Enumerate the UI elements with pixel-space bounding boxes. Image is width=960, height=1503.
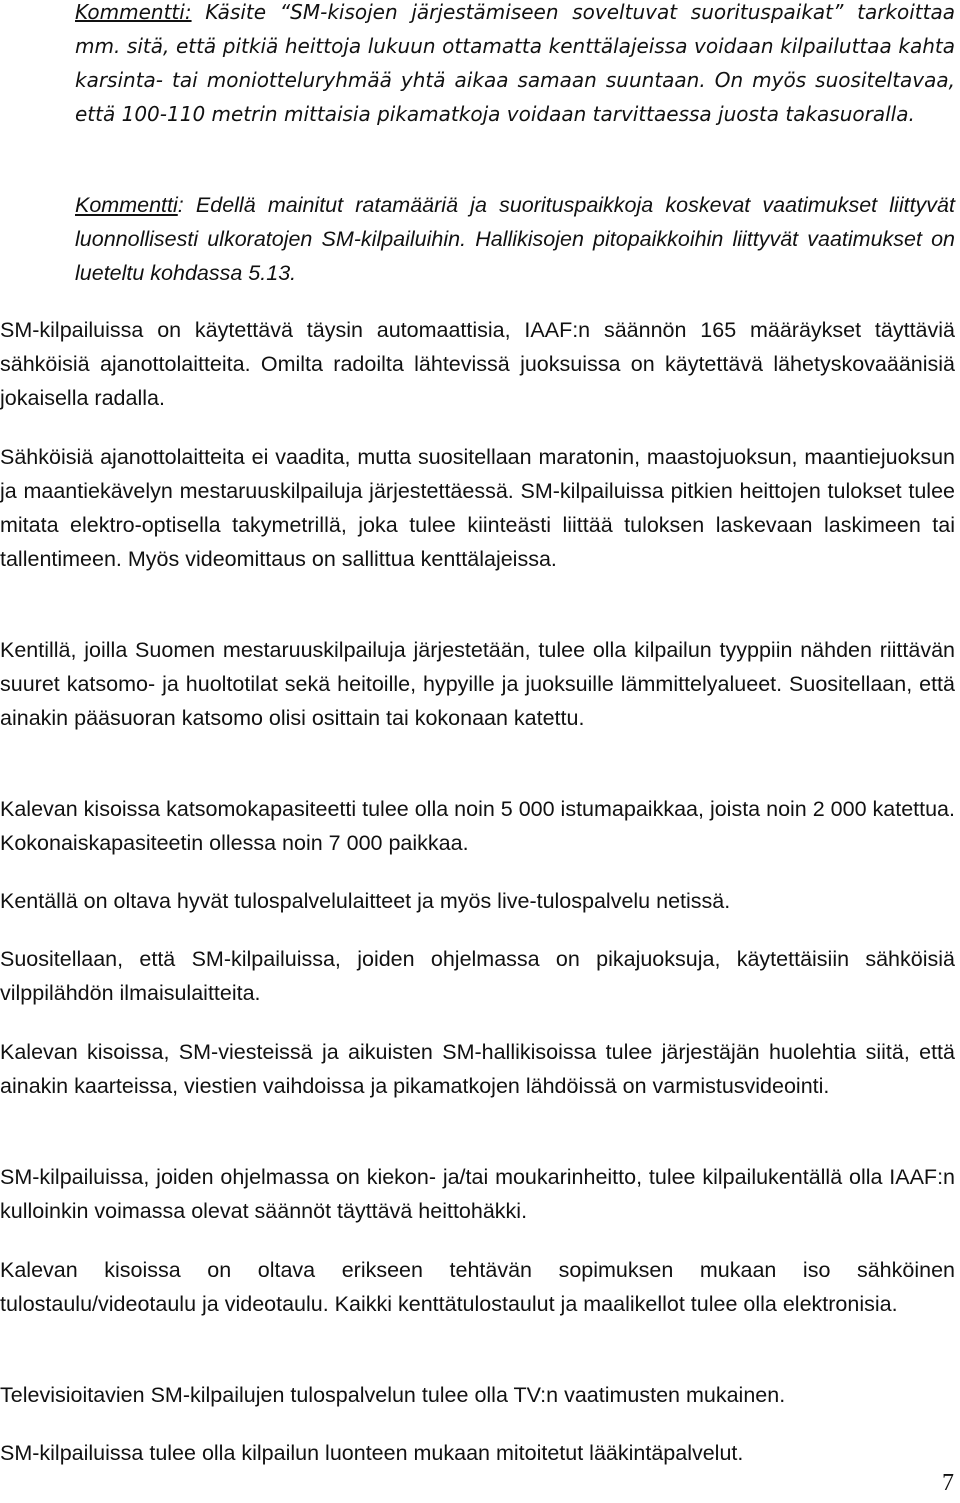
paragraph: Televisioitavien SM-kilpailujen tulospalvelun tulee olla TV:n vaatimusten mukainen. xyxy=(0,1383,786,1407)
paragraph: Kentillä, joilla Suomen mestaruuskilpailuja järjestetään, tulee olla kilpailun tyyppiin nähden riittävän suuret katsomo- ja huoltotilat sekä heitoille, hypyille ja juoksuille lämmittelyalueet. Suositellaan, että ainakin pääsuoran katsomo olisi osittain tai kokonaan katettu. xyxy=(0,638,955,730)
paragraph: SM-kilpailuissa on käytettävä täysin automaattisia, IAAF:n säännön 165 määräykset täyttäviä sähköisiä ajanottolaitteita. Omilta radoilta lähtevissä juoksuissa on käytettävä lähetyskovaäänisiä jokaisella radalla. xyxy=(0,318,955,410)
paragraph: Kalevan kisoissa, SM-viesteissä ja aikuisten SM-hallikisoissa tulee järjestäjän huolehtia siitä, että ainakin kaarteissa, viestien vaihdoissa ja pikamatkojen lähdöissä on varmistusvideointi. xyxy=(0,1040,955,1098)
paragraph: SM-kilpailuissa, joiden ohjelmassa on kiekon- ja/tai moukarinheitto, tulee kilpailukentällä olla IAAF:n kulloinkin voimassa olevat säännöt täyttävä heittohäkki. xyxy=(0,1165,955,1223)
page-number: 7 xyxy=(942,1470,954,1496)
paragraph: SM-kilpailuissa tulee olla kilpailun luonteen mukaan mitoitetut lääkintäpalvelut. xyxy=(0,1441,744,1465)
paragraph: Kalevan kisoissa katsomokapasiteetti tulee olla noin 5 000 istumapaikkaa, joista noin 2 000 katettua. Kokonaiskapasiteetin ollessa noin 7 000 paikkaa. xyxy=(0,797,955,855)
paragraph: Suositellaan, että SM-kilpailuissa, joiden ohjelmassa on pikajuoksuja, käytettäisiin sähköisiä vilppilähdön ilmaisulaitteita. xyxy=(0,947,955,1005)
comment-note-1 xyxy=(75,0,955,131)
comment-text: Käsite “SM-kisojen järjestämiseen soveltuvat suorituspaikat” tarkoittaa mm. sitä, että pitkiä heittoja lukuun ottamatta kenttälajeissa voidaan kilpailuttaa kahta karsinta- tai moniotteluryhmää yhtä aikaa samaan suuntaan. On myös suositeltavaa, että 100-110 metrin mittaisia pikamatkoja voidaan tarvittaessa juosta takasuoralla. xyxy=(75,0,955,126)
paragraph: Kalevan kisoissa on oltava erikseen tehtävän sopimuksen mukaan iso sähköinen tulostaulu/videotaulu ja videotaulu. Kaikki kenttätulostaulut ja maalikellot tulee olla elektronisia. xyxy=(0,1258,955,1316)
comment-text: : Edellä mainitut ratamääriä ja suorituspaikkoja koskevat vaatimukset liittyvät luonnollisesti ulkoratojen SM-kilpailuihin. Hallikisojen pitopaikkoihin liittyvät vaatimukset on lueteltu kohdassa 5.13. xyxy=(75,193,955,285)
comment-label: Kommentti xyxy=(75,193,178,217)
paragraph: Sähköisiä ajanottolaitteita ei vaadita, mutta suositellaan maratonin, maastojuoksun, maantiejuoksun ja maantiekävelyn mestaruuskilpailuja järjestettäessä. SM-kilpailuissa pitkien heittojen tulokset tulee mitata elektro-optisella takymetrillä, joka tulee kiinteästi liittää tuloksen laskevaan laskimeen tai tallentimeen. Myös videomittaus on sallittua kenttälajeissa. xyxy=(0,445,955,571)
paragraph: Kentällä on oltava hyvät tulospalvelulaitteet ja myös live-tulospalvelu netissä. xyxy=(0,889,731,913)
comment-label: Kommentti: xyxy=(75,0,192,24)
comment-note-2 xyxy=(75,188,955,290)
